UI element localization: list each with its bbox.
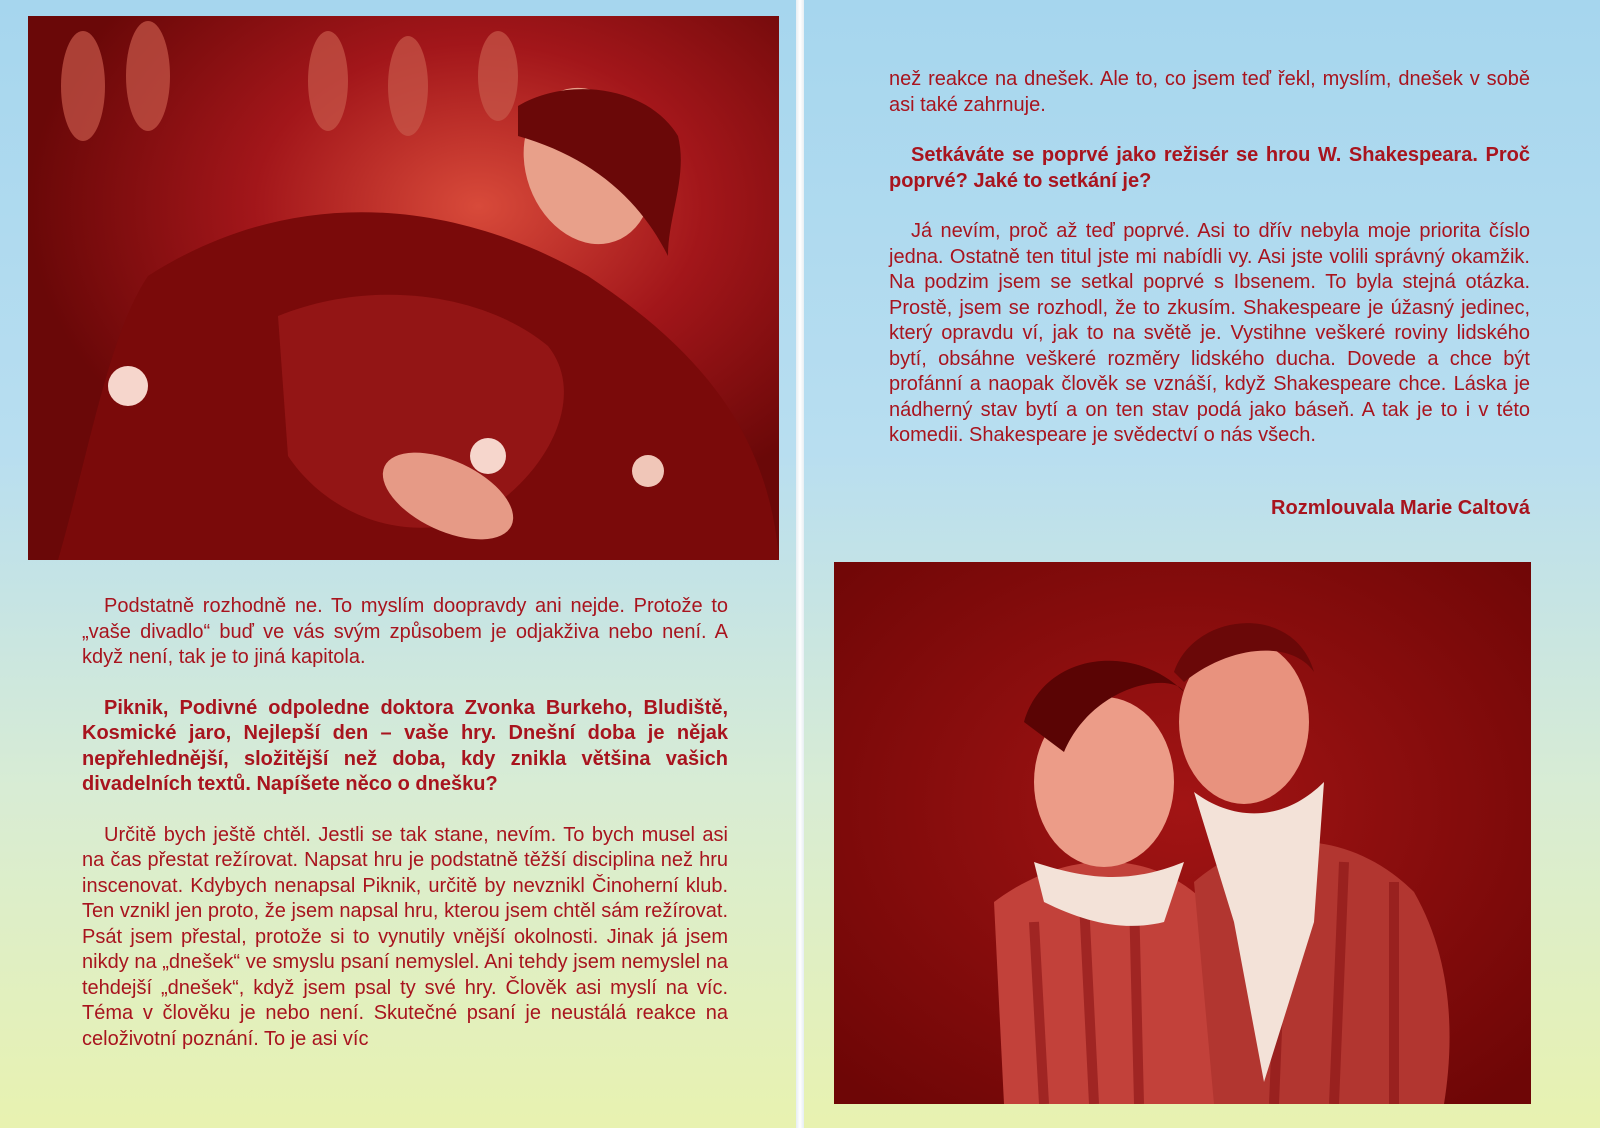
page-gutter bbox=[796, 0, 804, 1128]
right-text-column bbox=[889, 67, 1530, 474]
interviewer-signature: Rozmlouvala Marie Caltová bbox=[1271, 497, 1530, 519]
left-text-column bbox=[82, 594, 728, 1077]
photo-embracing-couple-image bbox=[834, 562, 1531, 1104]
photo-reclining-actor bbox=[28, 16, 779, 560]
answer-paragraph: Já nevím, proč až teď poprvé. Asi to dřív nebyla moje priorita číslo jedna. Ostatně ten titul jste mi nabídli vy. Asi jste volili správný okamžik. Na podzim jsem se setkal poprvé s Ibsenem. To byla stejná otázka. Prostě, jsem se rozhodl, že to zkusím. Shakespeare je úžasný jedinec, který opravdu ví, jak to na světě je. Vystihne veškeré roviny lidského bytí, obsáhne veškeré rozměry lidského ducha. Dovede a chce být profánní a naopak člověk se vznáší, když Shakespeare chce. Láska je nádherný stav bytí a on ten stav podá jako báseň. A tak je to i v této komedii. Shakespeare je svědectví o nás všech. bbox=[889, 220, 1530, 446]
question-paragraph: Piknik, Podivné odpoledne doktora Zvonka Burkeho, Bludiště, Kosmické jaro, Nejlepší den – vaše hry. Dnešní doba je nějak nepřehlednější, složitější než doba, kdy znikla většina vašich divadelních textů. Napíšete něco o dnešku? bbox=[82, 696, 728, 795]
continuation-paragraph: než reakce na dnešek. Ale to, co jsem teď řekl, myslím, dnešek v sobě asi také zahrnuje. bbox=[889, 68, 1530, 116]
photo-embracing-couple bbox=[834, 562, 1531, 1104]
photo-reclining-actor-image bbox=[28, 16, 779, 560]
answer-paragraph: Podstatně rozhodně ne. To myslím doopravdy ani nejde. Protože to „vaše divadlo“ buď ve vás svým způsobem je odjakživa nebo není. A když není, tak je to jiná kapitola. bbox=[82, 595, 728, 668]
left-page bbox=[0, 0, 796, 1128]
answer-paragraph: Určitě bych ještě chtěl. Jestli se tak stane, nevím. To bych musel asi na čas přestat režírovat. Napsat hru je podstatně těžší disciplina než hru inscenovat. Kdybych nenapsal Piknik, určitě by nevznikl Činoherní klub. Ten vznikl jen proto, že jsem napsal hru, kterou jsem chtěl sám režírovat. Psát jsem přestal, protože si to vynutily vnější okolnosti. Jinak já jsem nikdy na „dnešek“ ve smyslu psaní nemyslel. Ani tehdy jsem nemyslel na tehdejší „dnešek“, když jsem psal ty své hry. Člověk asi myslí na víc. Téma v člověku je nebo není. Skutečné psaní je neustálá reakce na celoživotní poznání. To je asi víc bbox=[82, 823, 728, 1050]
question-paragraph: Setkáváte se poprvé jako režisér se hrou W. Shakespeara. Proč poprvé? Jaké to setkání je? bbox=[889, 144, 1530, 192]
